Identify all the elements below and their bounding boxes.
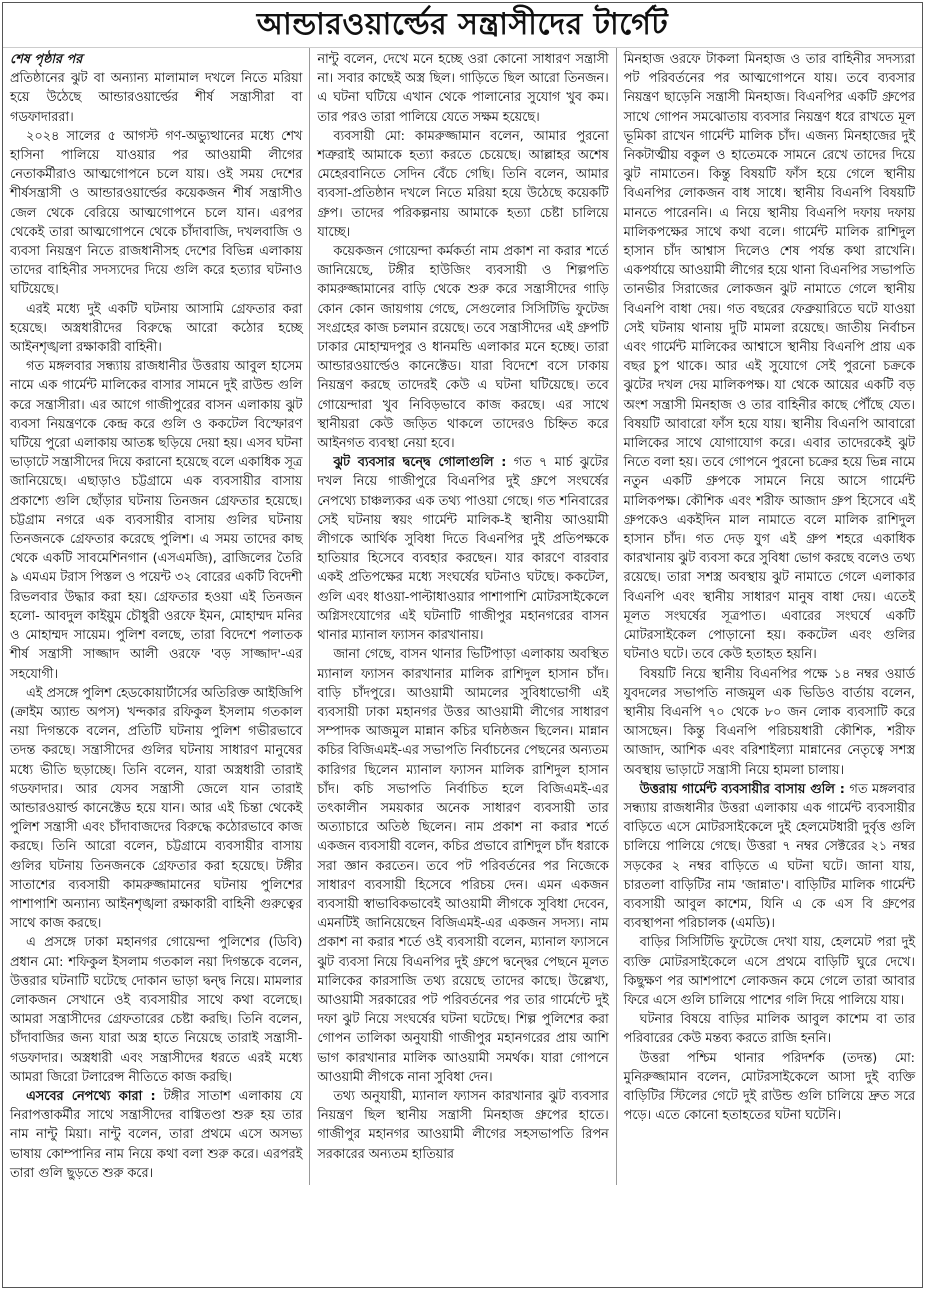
paragraph-text: গত ৭ মার্চ ঝুটের দখল নিয়ে গাজীপুরে বিএনপির দুই গ্রুপে সংঘর্ষের নেপথ্যে চাঞ্চল্যকর এক তথ্য পাওয়া গেছে। গত শনিবারের সেই ঘটনায় স্বয়ং গার্মেন্ট মালিক-ই স্থানীয় আওয়ামী লীগকে আর্থিক সুবিধা দিতে বিএনপির দুই প্রতিপক্ষকে হাতিয়ার হিসেবে ব্যবহার করছেন। যার কারণে বারবার একই প্রতিপক্ষের মধ্যে সংঘর্ষের ঘটনাও ঘটছে। ককটেল, গুলি এবং ধাওয়া-পাল্টাধাওয়ার পাশাপাশি মোটরসাইকেলে অগ্নিসংযোগের এই ঘটনাটি গাজীপুর মহানগরের বাসন থানার ম্যানাল ফ্যাসন কারখানায়। [317, 455, 609, 644]
paragraph-text: ঘটনার বিষয়ে বাড়ির মালিক আবুল কাশেম বা তার পরিবারের কেউ মন্তব্য করতে রাজি হননি। [623, 1012, 915, 1047]
subheading: এসবের নেপথ্যে কারা : [26, 1088, 156, 1104]
subheading: উত্তরায় গার্মেন্ট ব্যবসায়ীর বাসায় গুলি : [639, 781, 845, 797]
paragraph-text: প্রতিষ্ঠানের ঝুট বা অন্যান্য মালামাল দখলে নিতে মরিয়া হয়ে উঠেছে আন্ডারওয়ার্ল্ডের শীর্ষ সন্ত্রাসীরা বা গডফাদাররা। [10, 71, 303, 125]
column-1 [3, 48, 309, 1185]
news-article [2, 2, 923, 1288]
article-paragraph [317, 50, 608, 127]
paragraph-text: মিনহাজ ওরফে টাকলা মিনহাজ ও তার বাহিনীর সদস্যরা পট পরিবর্তনের পর আত্মগোপনে যায়। তবে ব্যবসার নিয়ন্ত্রণ ছাড়েনি সন্ত্রাসী মিনহাজ। বিএনপির একটি গ্রুপের সাথে গোপন সমঝোতায় ব্যবসার নিয়ন্ত্রণ ধরে রাখতে মূল ভূমিকা রাখেন গার্মেন্ট মালিক চাঁদ। এজন্য মিনহাজের দুই নিকটাত্মীয় বকুল ও হাতেমকে সামনে রেখে তাদের দিয়ে ঝুট নামাতেন। কিন্তু বিষয়টি ফাঁস হয়ে গেলে স্থানীয় বিএনপির লোকজন বাধ সাধে। স্থানীয় বিএনপি বিষয়টি মানতে পারেননি। এ নিয়ে স্থানীয় বিএনপি দফায় দফায় মালিকপক্ষের সাথে কথা বলে। গার্মেন্ট মালিক রাশিদুল হাসান চাঁদ আশ্বাস দিলেও শেষ পর্যন্ত কথা রাখেনি। একপর্যায়ে আওয়ামী লীগের হয়ে থানা বিএনপির সভাপতি তানভীর সিরাজের লোকজন ঝুট নামাতে গেলে স্থানীয় বিএনপি বাধা দেয়। গত বছরের ফেব্রুয়ারিতে ঘটে যাওয়া সেই ঘটনায় থানায় দুটি মামলা রয়েছে। জাতীয় নির্বাচন এবং গার্মেন্ট মালিকের আশ্বাসে স্থানীয় বিএনপি প্রায় এক বছর চুপ থাকে। আর এই সুযোগে সেই পুরনো চক্রকে ঝুটের দখল দেয় মালিকপক্ষ। যা থেকে আয়ের একটি বড় অংশ সন্ত্রাসী মিনহাজ ও তার বাহিনীর কাছে পৌঁছে যেত। বিষয়টি আবারো ফাঁস হয়ে যায়। স্থানীয় বিএনপি আবারো মালিকের সাথে যোগাযোগ করে। এবার তাদেরকেই ঝুট নিতে বলা হয়। তবে গোপনে পুরনো চক্রের হয়ে ভিন্ন নামে নতুন একটি গ্রুপকে সামনে নিয়ে আসে গার্মেন্ট মালিকপক্ষ। কৌশিক এবং শরীফ আজাদ গ্রুপ হিসেবে এই গ্রুপকেও একইদিন মাল নামাতে বলে মালিক রাশিদুল হাসান চাঁদ। গত দেড় যুগ এই গ্রুপ শহরে একাধিক কারখানায় ঝুট ব্যবসা করে সুবিধা ভোগ করছে বলেও তথ্য রয়েছে। তারা সশস্ত্র অবস্থায় ঝুট নামাতে গেলে এলাকার বিএনপি এবং স্থানীয় সাধারণ মানুষ বাধা দেয়। এতেই মূলত সংঘর্ষের সূত্রপাত। এবারের সংঘর্ষে একটি মোটরসাইকেল পোড়ানো হয়। ককটেল এবং গুলির ঘটনাও ঘটে। তবে কেউ হতাহত হয়নি। [623, 52, 915, 663]
article-paragraph [624, 933, 915, 1010]
column-3 [616, 48, 922, 1185]
paragraph-text: উত্তরা পশ্চিম থানার পরিদর্শক (তদন্ত) মো: মুনিরুজ্জামান বলেন, মোটরসাইকেলে আসা দুই ব্যক্তি বাড়িটির স্টিলের গেটে দুই রাউন্ড গুলি চালিয়ে দ্রুত সরে পড়ে। এতে কোনো হতাহতের ঘটনা ঘটেনি। [623, 1050, 915, 1124]
article-paragraph [317, 645, 608, 1087]
article-paragraph [317, 242, 608, 453]
article-headline: আন্ডারওয়ার্ল্ডের সন্ত্রাসীদের টার্গেট [3, 3, 922, 48]
paragraph-text: ব্যবসায়ী মো: কামরুজ্জামান বলেন, আমার পুরনো শত্রুরাই আমাকে হত্যা করতে চেয়েছে। আল্লাহর অশেষ মেহেরবানিতে সেদিন বেঁচে গেছি। তিনি বলেন, আমার ব্যবসা-প্রতিষ্ঠান দখলে নিতে মরিয়া হয়ে উঠেছে কয়েকটি গ্রুপ। তাদের পরিকল্পনায় আমাকে হত্যা চেষ্টা চালিয়ে যাচ্ছে। [317, 128, 609, 240]
article-paragraph [10, 933, 302, 1087]
paragraph-text: এরই মধ্যে দুই একটি ঘটনায় আসামি গ্রেফতার করা হয়েছে। অস্ত্রধারীদের বিরুদ্ধে আরো কঠোর হচ্ছে আইনশৃঙ্খলা রক্ষাকারী বাহিনী। [10, 301, 303, 356]
paragraph-text: গত মঙ্গলবার সন্ধ্যায় রাজধানীর উত্তরা এলাকায় এক গার্মেন্ট ব্যবসায়ীর বাড়িতে এসে মোটরসাইকেলে দুই হেলমেটধারী দুর্বৃত্ত গুলি চালিয়ে পালিয়ে গেছে। উত্তরা ৭ নম্বর সেক্টরের ২১ নম্বর সড়কের ২ নম্বর বাড়িতে এ ঘটনা ঘটে। জানা যায়, চারতলা বাড়িটির নাম 'জান্নাত'। বাড়িটির মালিক গার্মেন্ট ব্যবসায়ী আবুল কাশেম, যিনি এ কে এস বি গ্রুপের ব্যবস্থাপনা পরিচালক (এমডি)। [623, 781, 916, 932]
paragraph-text: এ প্রসঙ্গে ঢাকা মহানগর গোয়েন্দা পুলিশের (ডিবি) প্রধান মো: শফিকুল ইসলাম গতকাল নয়া দিগন্তকে বলেন, উত্তরার ঘটনাটি ঘটেছে দোকান ভাড়া দ্বন্দ্ব নিয়ে। মামলার লোকজন সেখানে ওই ব্যবসায়ীর সাথে কথা বলেছে। আমরা সন্ত্রাসীদের গ্রেফতারের চেষ্টা করছি। তিনি বলেন, চাঁদাবাজির জন্য যারা অস্ত্র হাতে নিয়েছে তারাই সন্ত্রাসী-গডফাদার। অস্ত্রধারী এবং সন্ত্রাসীদের ধরতে এরই মধ্যে আমরা জিরো টলারেন্স নীতিতে কাজ করছি। [10, 935, 303, 1085]
article-paragraph [317, 127, 608, 242]
article-paragraph [624, 1049, 915, 1126]
paragraph-text: বিষয়টি নিয়ে স্থানীয় বিএনপির পক্ষে ১৪ নম্বর ওয়ার্ড যুবদলের সভাপতি নাজমুল এক ভিডিও বার্তায় বলেন, স্থানীয় বিএনপি ৭০ থেকে ৮০ জন লোক ব্যবসাটি করে আসছেন। কিন্তু বিএনপি পরিচয়ধারী কৌশিক, শরীফ আজাদ, আশিক এবং বরিশাইল্যা মান্নানের নেতৃত্বে সশস্ত্র অবস্থায় ভাড়াটে সন্ত্রাসী নিয়ে হামলা চালায়। [623, 666, 915, 778]
paragraph-text: বাড়ির সিসিটিভি ফুটেজে দেখা যায়, হেলমেট পরা দুই ব্যক্তি মোটরসাইকেলে এসে প্রথমে বাড়িটি ঘুরে দেখে। কিছুক্ষণ পর আশপাশে লোকজন কমে গেলে তারা আবার ফিরে এসে গুলি চালিয়ে পাশের গলি দিয়ে পালিয়ে যায়। [623, 935, 915, 1008]
article-paragraph [624, 780, 915, 934]
paragraph-text: তথ্য অনুযায়ী, ম্যানাল ফ্যাসন কারখানার ঝুট ব্যবসার নিয়ন্ত্রণ ছিল স্থানীয় সন্ত্রাসী মিনহাজ গ্রুপের হাতে। গাজীপুর মহানগর আওয়ামী লীগের সহসভাপতি রিপন সরকারের অন্যতম হাতিয়ার [317, 1088, 609, 1162]
article-paragraph [624, 1010, 915, 1048]
article-paragraph [10, 300, 302, 358]
article-columns [3, 48, 922, 1185]
paragraph-text: নান্টু বলেন, দেখে মনে হচ্ছে ওরা কোনো সাধারণ সন্ত্রাসী না। সবার কাছেই অস্ত্র ছিল। গাড়িতে ছিল আরো তিনজন। এ ঘটনা ঘটিয়ে এখান থেকে পালানোর সুযোগ খুব কম। তার পরও তারা পালিয়ে যেতে সক্ষম হয়েছে। [317, 52, 609, 125]
article-paragraph [624, 50, 915, 665]
continued-from-label: শেষ পৃষ্ঠার পর [10, 52, 83, 67]
article-paragraph [10, 357, 302, 683]
paragraph-text: কয়েকজন গোয়েন্দা কর্মকর্তা নাম প্রকাশ না করার শর্তে জানিয়েছে, টঙ্গীর হাউজিং ব্যবসায়ী ও শিল্পপতি কামরুজ্জামানের বাড়ি থেকে শুরু করে সন্ত্রাসীদের গাড়ি কোন কোন জায়গায় গেছে, সেগুলোর সিসিটিভি ফুটেজ সংগ্রহের কাজ চলমান রয়েছে। তবে সন্ত্রাসীদের এই গ্রুপটি ঢাকার মোহাম্মদপুর ও ধানমন্ডি এলাকার মনে হচ্ছে। তারা আন্ডারওয়ার্ল্ডেও কানেক্টেড। যারা বিদেশে বসে ঢাকায় নিয়ন্ত্রণ করছে তাদেরই কেউ এ ঘটনা ঘটিয়েছে। তবে গোয়েন্দারা খুব নিবিড়ভাবে কাজ করছে। এর সাথে স্থানীয়রা কেউ জড়িত থাকলে তাদেরও চিহ্নিত করে আইনগত ব্যবস্থা নেয়া হবে। [317, 244, 609, 452]
article-paragraph [10, 127, 302, 300]
article-paragraph [10, 1087, 302, 1183]
article-paragraph [317, 453, 608, 645]
paragraph-text: টঙ্গীর সাতাশ এলাকায় যে নিরাপত্তাকর্মীর সাথে সন্ত্রাসীদের বাগ্বিতণ্ডা শুরু হয় তার নাম নান্টু মিয়া। নান্টু বলেন, তারা প্রথমে এসে অসভ্য ভাষায় কোম্পানির নাম নিয়ে কথা বলা শুরু করে। এরপরই তারা গুলি ছুড়তে শুরু করে। [10, 1088, 303, 1181]
paragraph-text: এই প্রসঙ্গে পুলিশ হেডকোয়ার্টার্সের অতিরিক্ত আইজিপি (ক্রাইম অ্যান্ড অপস) খন্দকার রফিকুল ইসলাম গতকাল নয়া দিগন্তকে বলেন, প্রতিটি ঘটনায় পুলিশ গভীরভাবে তদন্ত করছে। সন্ত্রাসীদের গুলির ঘটনায় সাধারণ মানুষের মধ্যে ভীতি ছড়াচ্ছে। তিনি বলেন, যারা অস্ত্রধারী তারাই গডফাদার। আর যেসব সন্ত্রাসী জেলে যান তারাই আন্ডারওয়ার্ল্ড কানেক্টেড হয়ে যান। আর এই চিন্তা থেকেই পুলিশ সন্ত্রাসী এবং চাঁদাবাজদের বিরুদ্ধে কঠোরভাবে কাজ করছে। তিনি আরো বলেন, চট্টগ্রামে ব্যবসায়ীর বাসায় গুলির ঘটনায় তিনজনকে গ্রেফতার করা হয়েছে। টঙ্গীর সাতাশের ব্যবসায়ী কামরুজ্জামানের ঘটনায় পুলিশের পাশাপাশি অন্যান্য আইনশৃঙ্খলা রক্ষাকারী বাহিনী গুরুত্বের সাথে কাজ করছে। [10, 685, 303, 932]
subheading: ঝুট ব্যবসার দ্বন্দ্বে গোলাগুলি : [333, 455, 507, 471]
paragraph-text: জানা গেছে, বাসন থানার ভিটিপাড়া এলাকায় অবস্থিত ম্যানাল ফ্যাসন কারখানার মালিক রাশিদুল হাসান চাঁদ। বাড়ি চাঁদপুরে। আওয়ামী আমলের সুবিধাভোগী এই ব্যবসায়ী ঢাকা মহানগর উত্তর আওয়ামী লীগের সাধারণ সম্পাদক আজমুল মান্নান কচির ঘনিষ্ঠজন ছিলেন। মান্নান কচির বিজিএমই-এর সভাপতি নির্বাচনের পেছনের অন্যতম কারিগর ছিলেন ম্যানাল ফ্যাসন মালিক রাশিদুল হাসান চাঁদ। কচি সভাপতি নির্বাচিত হলে বিজিএমই-এর তৎকালীন সময়কার অনেক সাধারণ ব্যবসায়ী তার অত্যাচারে অতিষ্ঠ ছিলেন। নাম প্রকাশ না করার শর্তে একজন ব্যবসায়ী বলেন, কচির প্রভাবে রাশিদুল চাঁদ ধরাকে সরা জ্ঞান করতেন। তবে পট পরিবর্তনের পর নিজেকে সাধারণ ব্যবসায়ী হিসেবে পরিচয় দেন। এমন একজন ব্যবসায়ী স্বাভাবিকভাবেই আওয়ামী লীগকে সুবিধা দেবেন, এমনটিই জানিয়েছেন বিজিএমই-এর একজন সদস্য। নাম প্রকাশ না করার শর্তে ওই ব্যবসায়ী বলেন, ম্যানাল ফ্যাসনে ঝুট ব্যবসা নিয়ে বিএনপির দুই গ্রুপে দ্বন্দ্বের পেছনে মূলত মালিকের কারসাজি তথ্য রয়েছে তাদের কাছে। উল্লেখ্য, আওয়ামী সরকারের পট পরিবর্তনের পর তার গার্মেন্টে দুই দফা ঝুট নিয়ে সংঘর্ষের ঘটনা ঘটেছে। শিল্প পুলিশের করা গোপন তালিকা অনুযায়ী গাজীপুর মহানগরের প্রায় আশি ভাগ কারখানার মালিক আওয়ামী সমর্থক। যারা গোপনে আওয়ামী লীগকে নানা সুবিধা দেন। [317, 647, 609, 1085]
article-paragraph [10, 69, 302, 127]
article-paragraph [317, 1087, 608, 1164]
paragraph-text: গত মঙ্গলবার সন্ধ্যায় রাজধানীর উত্তরায় আবুল হাসেম নামে এক গার্মেন্ট মালিকের বাসার সামনে দুই রাউন্ড গুলি করে সন্ত্রাসীরা। এর আগে গাজীপুরের বাসন এলাকায় ঝুট ব্যবসা নিয়ন্ত্রণকে কেন্দ্র করে গুলি ও ককটেল বিস্ফোরণ ঘটিয়ে পুরো এলাকায় আতঙ্ক ছড়িয়ে দেয়া হয়। এসব ঘটনা ভাড়াটে সন্ত্রাসীদের দিয়ে করানো হয়েছে বলে একাধিক সূত্র জানিয়েছে। এছাড়াও চট্টগ্রামে এক ব্যবসায়ীর বাসায় প্রকাশ্যে গুলি ছোঁড়ার ঘটনায় তিনজন গ্রেফতার হয়েছে। চট্টগ্রাম নগরে এক ব্যবসায়ীর বাসায় গুলির ঘটনায় তিনজনকে গ্রেফতার করেছে পুলিশ। এ সময় তাদের কাছ থেকে একটি সাবমেশিনগান (এসএমজি), ব্রাজিলের তৈরি ৯ এমএম টরাস পিস্তল ও পয়েন্ট ৩২ বোরের একটি বিদেশী রিভলবার উদ্ধার করা হয়। গ্রেফতার হওয়া এই তিনজন হলো- আবদুল কাইয়ুম চৌধুরী ওরফে ইমন, মোহাম্মদ মনির ও মোহাম্মদ সায়েম। পুলিশ বলছে, তারা বিদেশে পলাতক শীর্ষ সন্ত্রাসী সাজ্জাদ আলী ওরফে 'বড় সাজ্জাদ'-এর সহযোগী। [10, 359, 303, 682]
article-paragraph [624, 665, 915, 780]
paragraph-text: ২০২৪ সালের ৫ আগস্ট গণ-অভ্যুত্থানের মধ্যে শেখ হাসিনা পালিয়ে যাওয়ার পর আওয়ামী লীগের নেতাকর্মীরাও আত্মগোপনে চলে যায়। ওই সময় দেশের শীর্ষসন্ত্রাসী ও আন্ডারওয়ার্ল্ডের কয়েকজন শীর্ষ সন্ত্রাসীও জেল থেকে বেরিয়ে আত্মগোপনে চলে যান। এরপর থেকেই তারা আত্মগোপনে থেকে চাঁদাবাজি, দখলবাজি ও ব্যবসা নিয়ন্ত্রণ নিতে রাজধানীসহ দেশের বিভিন্ন এলাকায় তাদের বাহিনীর সদস্যদের দিয়ে গুলি করে হত্যার ঘটনাও ঘটিয়েছে। [10, 128, 303, 298]
column-2 [309, 48, 615, 1185]
article-paragraph [10, 684, 302, 934]
